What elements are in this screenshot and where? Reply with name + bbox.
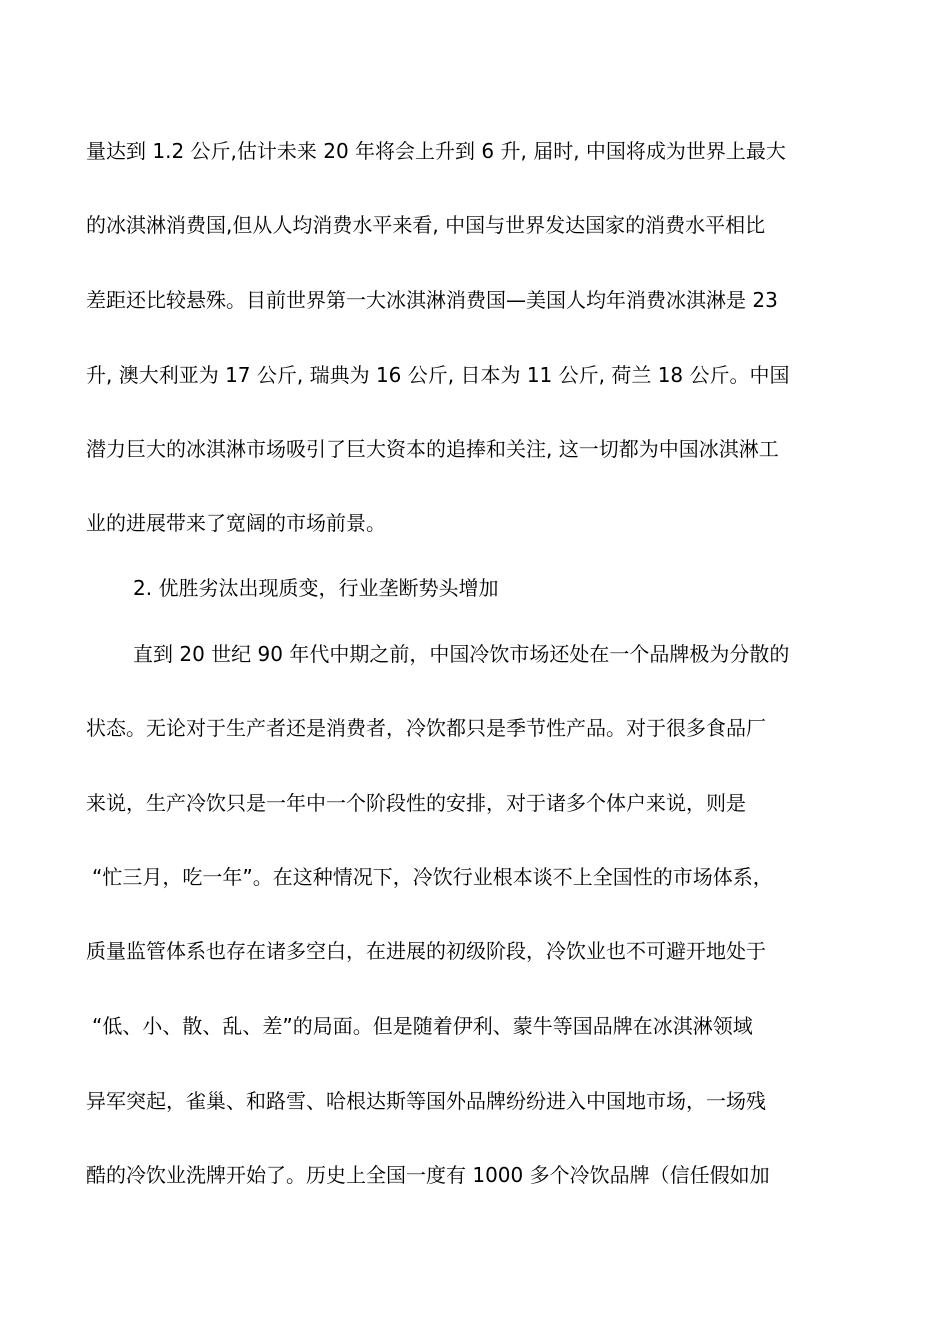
paragraph-line-3: 差距还比较悬殊。目前世界第一大冰淇淋消费国—美国人均年消费冰淇淋是 23 (86, 288, 778, 312)
paragraph-line-4: 升, 澳大利亚为 17 公斤, 瑞典为 16 公斤, 日本为 11 公斤, 荷兰 18 公斤。中国 (86, 363, 790, 387)
paragraph-line-11: 质量监管体系也存在诸多空白，在进展的初级阶段，冷饮业也不可避开地处于 (86, 939, 766, 963)
paragraph-line-8: 状态。无论对于生产者还是消费者，冷饮都只是季节性产品。对于很多食品厂 (86, 716, 766, 740)
paragraph-line-14: 酷的冷饮业洗牌开始了。历史上全国一度有 1000 多个冷饮品牌（信任假如加 (86, 1163, 770, 1187)
paragraph-line-13: 异军突起，雀巢、和路雪、哈根达斯等国外品牌纷纷进入中国地市场，一场残 (86, 1089, 766, 1113)
paragraph-line-10: “忙三月，吃一年”。在这种情况下，冷饮行业根本谈不上全国性的市场体系， (92, 865, 773, 889)
paragraph-line-2: 的冰淇淋消费国,但从人均消费水平来看, 中国与世界发达国家的消费水平相比 (86, 213, 766, 237)
section-heading: 2. 优胜劣汰出现质变，行业垄断势头增加 (133, 576, 499, 600)
paragraph-line-1: 量达到 1.2 公斤,估计未来 20 年将会上升到 6 升, 届时, 中国将成为世界上最大 (86, 139, 786, 163)
paragraph-line-12: “低、小、散、乱、差”的局面。但是随着伊利、蒙牛等国品牌在冰淇淋领域 (92, 1014, 753, 1038)
paragraph-line-7: 直到 20 世纪 90 年代中期之前，中国冷饮市场还处在一个品牌极为分散的 (133, 642, 790, 666)
paragraph-line-5: 潜力巨大的冰淇淋市场吸引了巨大资本的追捧和关注, 这一切都为中国冰淇淋工 (86, 437, 779, 461)
paragraph-line-6: 业的进展带来了宽阔的市场前景。 (86, 511, 386, 535)
paragraph-line-9: 来说，生产冷饮只是一年中一个阶段性的安排，对于诸多个体户来说，则是 (86, 791, 746, 815)
